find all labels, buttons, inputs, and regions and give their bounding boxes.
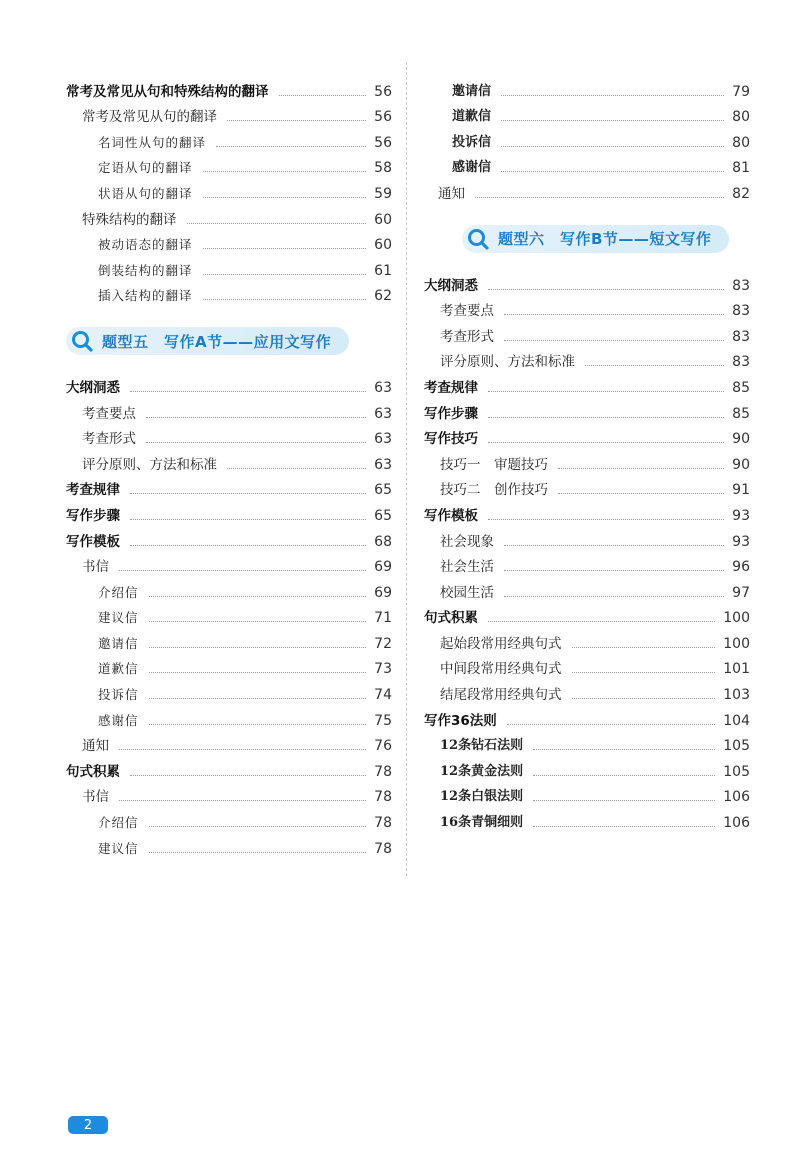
dot-leader	[585, 365, 724, 366]
toc-entry-label: 特殊结构的翻译	[82, 211, 177, 228]
toc-entry-label: 感谢信	[452, 160, 492, 176]
dot-leader	[130, 775, 366, 776]
toc-entry-label: 介绍信	[98, 815, 139, 831]
dot-leader	[533, 775, 715, 776]
toc-entry-page: 103	[723, 687, 750, 704]
toc-entry[interactable]	[424, 74, 750, 100]
toc-entry[interactable]	[66, 253, 392, 279]
toc-entry[interactable]	[424, 268, 750, 294]
toc-entry-page: 80	[732, 109, 750, 126]
toc-entry-label: 社会现象	[440, 533, 494, 550]
section-title: 题型五 写作A节——应用文写作	[102, 332, 332, 351]
dot-leader	[130, 545, 366, 546]
dot-leader	[504, 596, 724, 597]
toc-entry-page: 63	[374, 379, 392, 396]
toc-entry[interactable]	[424, 447, 750, 473]
toc-entry-label: 12条白银法则	[440, 789, 524, 805]
toc-entry-label: 投诉信	[98, 687, 139, 703]
toc-entry-page: 69	[374, 584, 392, 601]
toc-entry-label: 起始段常用经典句式	[440, 635, 562, 652]
toc-right-column	[424, 74, 750, 831]
toc-list-section-5	[66, 370, 392, 856]
dot-leader	[504, 545, 724, 546]
toc-entry-label: 道歉信	[452, 109, 492, 125]
toc-entry[interactable]	[66, 396, 392, 422]
toc-entry[interactable]	[66, 279, 392, 305]
dot-leader	[504, 314, 724, 315]
toc-entry[interactable]	[66, 550, 392, 576]
dot-leader	[203, 248, 367, 249]
toc-entry[interactable]	[66, 151, 392, 177]
toc-entry[interactable]	[424, 575, 750, 601]
toc-list-translation	[66, 74, 392, 304]
dot-leader	[507, 724, 715, 725]
toc-entry-label: 写作36法则	[424, 712, 497, 729]
toc-entry-page: 63	[374, 456, 392, 473]
toc-entry-label: 社会生活	[440, 559, 494, 576]
toc-entry-page: 105	[723, 763, 750, 780]
toc-entry-page: 69	[374, 559, 392, 576]
toc-entry-page: 83	[732, 303, 750, 320]
toc-entry-label: 状语从句的翻译	[98, 185, 193, 201]
toc-entry[interactable]	[424, 498, 750, 524]
toc-entry[interactable]	[424, 125, 750, 151]
toc-entry-page: 100	[723, 610, 750, 627]
toc-entry-label: 考查要点	[440, 303, 494, 320]
dot-leader	[501, 95, 724, 96]
toc-entry-page: 101	[723, 661, 750, 678]
toc-entry[interactable]	[66, 125, 392, 151]
toc-entry-label: 邀请信	[452, 83, 492, 99]
toc-entry-page: 76	[374, 738, 392, 755]
toc-entry-label: 邀请信	[98, 635, 139, 651]
dot-leader	[203, 171, 367, 172]
toc-entry-page: 85	[732, 405, 750, 422]
toc-entry[interactable]	[424, 294, 750, 320]
toc-entry-label: 考查要点	[82, 405, 136, 422]
toc-entry[interactable]	[66, 228, 392, 254]
dot-leader	[149, 647, 367, 648]
dot-leader	[488, 519, 724, 520]
toc-entry-label: 介绍信	[98, 584, 139, 600]
toc-entry[interactable]	[66, 524, 392, 550]
toc-entry[interactable]	[424, 677, 750, 703]
dot-leader	[501, 171, 724, 172]
toc-entry-page: 78	[374, 815, 392, 832]
toc-entry-label: 写作技巧	[424, 431, 478, 448]
dot-leader	[572, 698, 716, 699]
dot-leader	[149, 672, 367, 673]
toc-entry[interactable]	[424, 754, 750, 780]
dot-leader	[119, 570, 366, 571]
toc-entry-label: 倒装结构的翻译	[98, 262, 193, 278]
toc-entry[interactable]	[66, 447, 392, 473]
toc-entry[interactable]	[424, 626, 750, 652]
toc-entry-page: 97	[732, 584, 750, 601]
toc-entry-page: 90	[732, 431, 750, 448]
toc-entry[interactable]	[424, 550, 750, 576]
toc-entry[interactable]	[424, 524, 750, 550]
section-header-6	[462, 224, 750, 254]
dot-leader	[475, 197, 724, 198]
dot-leader	[146, 417, 366, 418]
toc-entry[interactable]	[424, 601, 750, 627]
section-header-5	[66, 326, 392, 356]
toc-entry[interactable]	[424, 652, 750, 678]
toc-entry-label: 插入结构的翻译	[98, 288, 193, 304]
toc-entry[interactable]	[66, 754, 392, 780]
dot-leader	[130, 519, 366, 520]
toc-entry-label: 写作模板	[424, 507, 478, 524]
toc-entry[interactable]	[424, 422, 750, 448]
toc-entry-label: 技巧一 审题技巧	[440, 456, 548, 473]
dot-leader	[533, 749, 715, 750]
toc-entry-page: 61	[374, 262, 392, 279]
toc-entry[interactable]	[66, 575, 392, 601]
toc-entry[interactable]	[424, 729, 750, 755]
toc-entry[interactable]	[66, 422, 392, 448]
toc-entry[interactable]	[66, 498, 392, 524]
toc-entry-label: 建议信	[98, 840, 139, 856]
toc-entry-label: 大纲洞悉	[424, 277, 478, 294]
toc-entry[interactable]	[424, 396, 750, 422]
toc-entry-page: 56	[374, 83, 392, 100]
toc-entry-page: 81	[732, 160, 750, 177]
toc-entry[interactable]	[66, 100, 392, 126]
toc-entry[interactable]	[424, 473, 750, 499]
dot-leader	[279, 95, 367, 96]
toc-entry-page: 56	[374, 109, 392, 126]
toc-entry-label: 写作模板	[66, 533, 120, 550]
search-icon	[70, 329, 94, 353]
toc-entry-label: 被动语态的翻译	[98, 237, 193, 253]
dot-leader	[149, 724, 367, 725]
dot-leader	[146, 442, 366, 443]
search-icon	[466, 227, 490, 251]
toc-entry-label: 考查规律	[424, 379, 478, 396]
dot-leader	[119, 749, 366, 750]
dot-leader	[119, 800, 366, 801]
toc-entry-label: 常考及常见从句的翻译	[82, 109, 217, 126]
toc-entry-label: 建议信	[98, 610, 139, 626]
toc-entry-page: 79	[732, 83, 750, 100]
toc-entry-page: 59	[374, 185, 392, 202]
toc-entry[interactable]	[424, 370, 750, 396]
dot-leader	[216, 146, 366, 147]
toc-entry-label: 考查形式	[440, 328, 494, 345]
toc-entry[interactable]	[424, 703, 750, 729]
toc-entry-page: 65	[374, 482, 392, 499]
toc-entry-page: 104	[723, 712, 750, 729]
dot-leader	[149, 621, 367, 622]
toc-entry-label: 感谢信	[98, 712, 139, 728]
dot-leader	[488, 289, 724, 290]
toc-entry-page: 60	[374, 211, 392, 228]
toc-entry-page: 106	[723, 789, 750, 806]
toc-list-letters-continued	[424, 74, 750, 202]
page-number-badge: 2	[68, 1116, 108, 1134]
toc-entry[interactable]	[66, 729, 392, 755]
toc-entry-label: 写作步骤	[424, 405, 478, 422]
section-pill	[66, 327, 349, 355]
toc-entry[interactable]	[424, 100, 750, 126]
toc-entry-label: 考查形式	[82, 431, 136, 448]
dot-leader	[149, 852, 367, 853]
dot-leader	[488, 417, 724, 418]
toc-entry-label: 写作步骤	[66, 507, 120, 524]
section-pill	[462, 225, 729, 253]
section-title: 题型六 写作B节——短文写作	[498, 230, 712, 249]
toc-entry-page: 72	[374, 635, 392, 652]
dot-leader	[130, 391, 366, 392]
toc-entry[interactable]	[66, 652, 392, 678]
toc-entry-page: 93	[732, 533, 750, 550]
dot-leader	[149, 698, 367, 699]
dot-leader	[187, 223, 367, 224]
toc-entry[interactable]	[66, 831, 392, 857]
toc-entry-label: 名词性从句的翻译	[98, 134, 207, 150]
toc-entry-label: 句式积累	[424, 610, 478, 627]
toc-entry-label: 句式积累	[66, 763, 120, 780]
toc-entry-label: 评分原则、方法和标准	[440, 354, 575, 371]
toc-entry-label: 道歉信	[98, 661, 139, 677]
toc-entry-label: 技巧二 创作技巧	[440, 482, 548, 499]
toc-entry[interactable]	[66, 370, 392, 396]
toc-entry-page: 96	[732, 559, 750, 576]
dot-leader	[501, 120, 724, 121]
toc-entry[interactable]	[66, 626, 392, 652]
toc-entry-page: 68	[374, 533, 392, 550]
toc-entry-label: 常考及常见从句和特殊结构的翻译	[66, 83, 269, 100]
toc-entry-label: 校园生活	[440, 584, 494, 601]
toc-entry[interactable]	[424, 805, 750, 831]
toc-entry-page: 105	[723, 738, 750, 755]
toc-entry-page: 100	[723, 635, 750, 652]
dot-leader	[488, 442, 724, 443]
toc-entry[interactable]	[66, 805, 392, 831]
toc-entry-page: 91	[732, 482, 750, 499]
toc-entry-page: 106	[723, 815, 750, 832]
toc-entry[interactable]	[66, 677, 392, 703]
toc-entry-page: 65	[374, 507, 392, 524]
toc-entry-label: 16条青铜细则	[440, 815, 524, 831]
dot-leader	[558, 468, 724, 469]
toc-entry-label: 书信	[82, 559, 109, 576]
toc-list-section-6	[424, 268, 750, 831]
toc-entry-label: 大纲洞悉	[66, 379, 120, 396]
toc-entry-page: 83	[732, 328, 750, 345]
toc-entry-label: 12条钻石法则	[440, 738, 524, 754]
toc-left-column	[66, 74, 392, 857]
toc-entry[interactable]	[66, 74, 392, 100]
toc-entry-page: 71	[374, 610, 392, 627]
toc-entry-label: 考查规律	[66, 482, 120, 499]
dot-leader	[488, 391, 724, 392]
toc-entry-page: 78	[374, 789, 392, 806]
toc-entry-label: 通知	[438, 185, 465, 202]
toc-entry-page: 80	[732, 134, 750, 151]
toc-entry-label: 评分原则、方法和标准	[82, 456, 217, 473]
dot-leader	[227, 468, 366, 469]
toc-entry-page: 83	[732, 277, 750, 294]
dot-leader	[504, 340, 724, 341]
toc-entry[interactable]	[424, 345, 750, 371]
toc-entry[interactable]	[424, 319, 750, 345]
dot-leader	[130, 493, 366, 494]
toc-entry-label: 投诉信	[452, 134, 492, 150]
toc-entry-page: 75	[374, 712, 392, 729]
dot-leader	[203, 299, 367, 300]
dot-leader	[149, 826, 367, 827]
toc-entry-page: 83	[732, 354, 750, 371]
toc-entry[interactable]	[424, 780, 750, 806]
toc-entry[interactable]	[66, 473, 392, 499]
dot-leader	[572, 672, 716, 673]
dot-leader	[572, 647, 716, 648]
dot-leader	[203, 197, 367, 198]
toc-entry-label: 定语从句的翻译	[98, 160, 193, 176]
toc-entry-page: 60	[374, 237, 392, 254]
toc-entry-page: 56	[374, 134, 392, 151]
dot-leader	[558, 493, 724, 494]
toc-entry[interactable]	[66, 601, 392, 627]
column-divider	[406, 62, 407, 876]
toc-entry-page: 63	[374, 431, 392, 448]
dot-leader	[501, 146, 724, 147]
toc-entry-page: 63	[374, 405, 392, 422]
toc-entry[interactable]	[66, 176, 392, 202]
toc-entry-page: 74	[374, 687, 392, 704]
dot-leader	[149, 596, 367, 597]
toc-entry-label: 12条黄金法则	[440, 763, 524, 779]
toc-entry-label: 中间段常用经典句式	[440, 661, 562, 678]
toc-entry[interactable]	[424, 176, 750, 202]
toc-entry-page: 82	[732, 185, 750, 202]
toc-entry-page: 93	[732, 507, 750, 524]
toc-entry[interactable]	[66, 202, 392, 228]
toc-entry-page: 90	[732, 456, 750, 473]
dot-leader	[227, 120, 366, 121]
toc-entry-page: 58	[374, 160, 392, 177]
toc-entry-label: 结尾段常用经典句式	[440, 687, 562, 704]
dot-leader	[488, 621, 715, 622]
toc-entry[interactable]	[66, 780, 392, 806]
toc-entry-page: 73	[374, 661, 392, 678]
toc-entry-page: 62	[374, 288, 392, 305]
dot-leader	[533, 826, 715, 827]
dot-leader	[533, 800, 715, 801]
toc-entry-page: 78	[374, 840, 392, 857]
dot-leader	[203, 274, 367, 275]
toc-entry-label: 通知	[82, 738, 109, 755]
toc-entry-label: 书信	[82, 789, 109, 806]
dot-leader	[504, 570, 724, 571]
toc-entry-page: 78	[374, 763, 392, 780]
toc-entry-page: 85	[732, 379, 750, 396]
toc-entry[interactable]	[66, 703, 392, 729]
toc-entry[interactable]	[424, 151, 750, 177]
